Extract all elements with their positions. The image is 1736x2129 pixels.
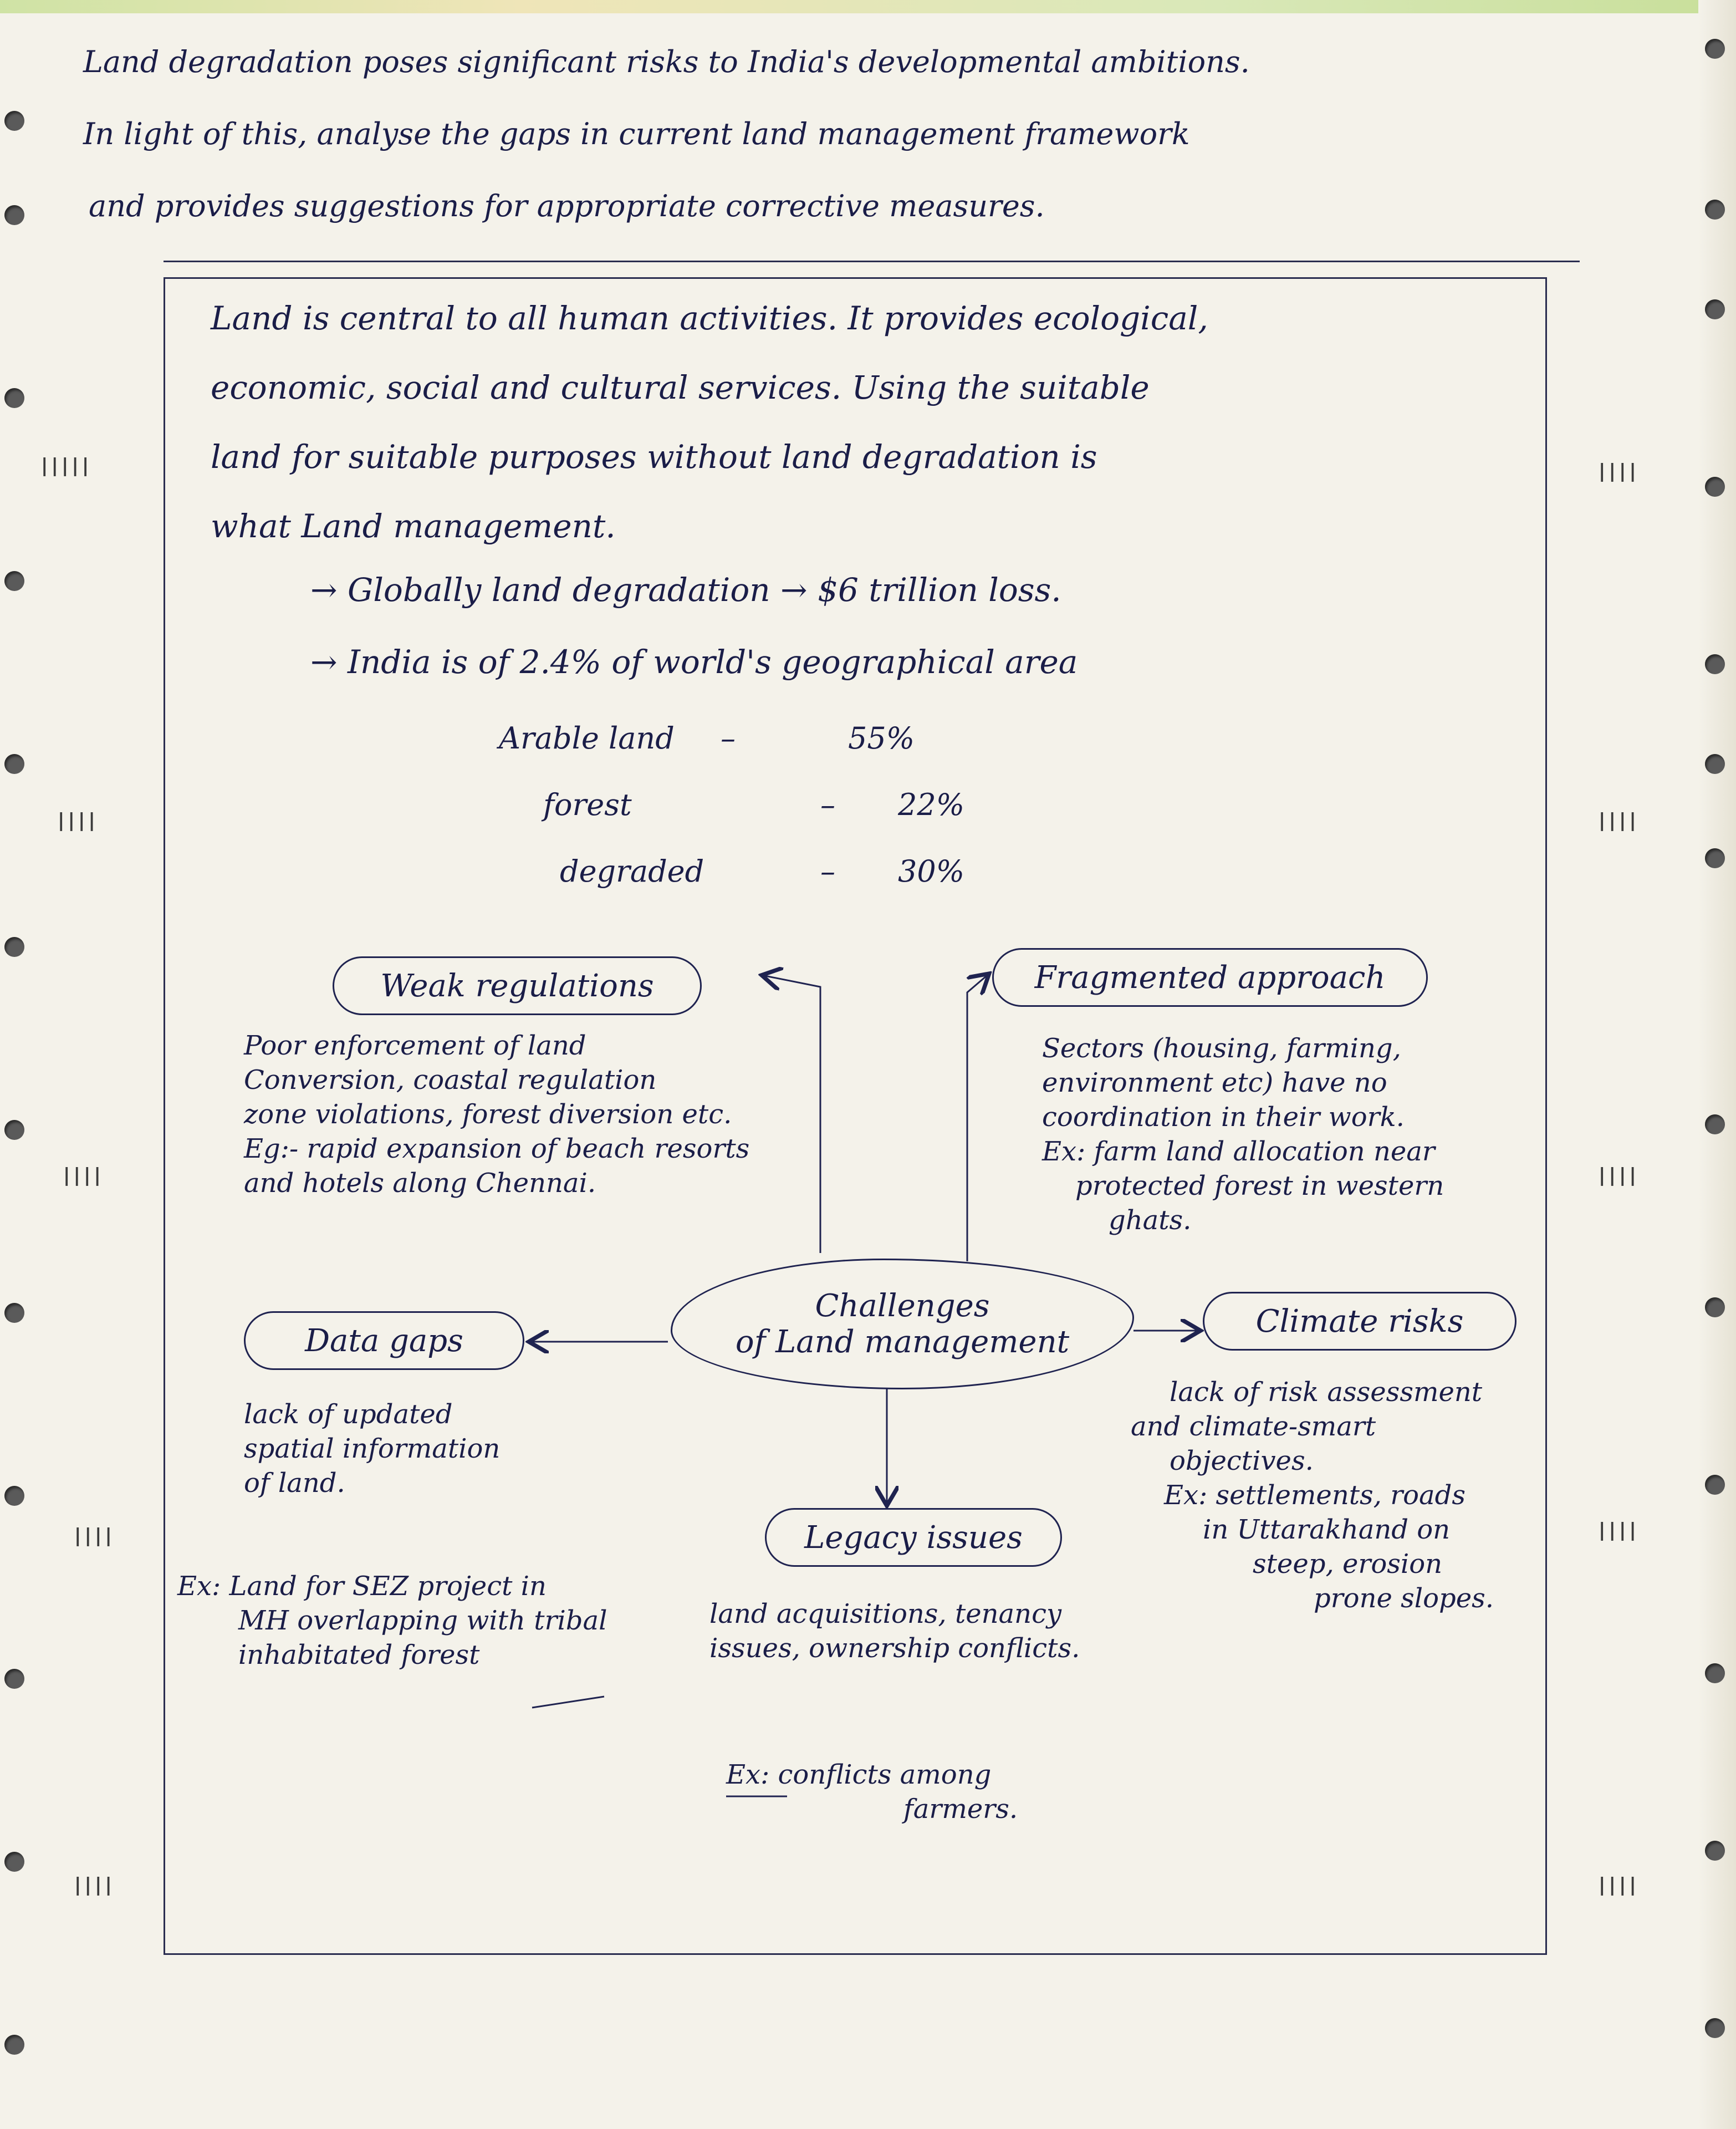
land-use-dash: – — [820, 854, 835, 889]
margin-mark: |||| — [1596, 1519, 1637, 1541]
land-use-value: 55% — [848, 721, 915, 756]
data-gaps-text — [244, 1397, 500, 1500]
weak-regulations-line: and hotels along Chennai. — [244, 1168, 596, 1199]
land-use-label: forest — [543, 787, 632, 822]
legacy-issues-text — [709, 1597, 1080, 1665]
climate-risks-line: lack of risk assessment — [1170, 1377, 1483, 1408]
weak-regulations-line: Poor enforcement of land — [244, 1030, 586, 1061]
legacy-issues-example — [726, 1758, 1018, 1826]
intro-line-3: land for suitable purposes without land degradation is — [211, 438, 1097, 476]
climate-risks-node: Climate risks — [1203, 1292, 1517, 1351]
data-gaps-example — [177, 1569, 607, 1672]
central-line-2: of Land management — [735, 1324, 1070, 1360]
climate-risks-line: steep, erosion — [1253, 1549, 1443, 1580]
data-gaps-example-line: MH overlapping with tribal — [238, 1605, 607, 1636]
land-use-label: Arable land — [499, 721, 675, 756]
legacy-issues-line: land acquisitions, tenancy — [709, 1598, 1062, 1629]
fragmented-approach-line: Sectors (housing, farming, — [1042, 1033, 1401, 1064]
fragmented-approach-line: Ex: farm land allocation near — [1042, 1136, 1435, 1167]
legacy-issues-example-line: farmers. — [903, 1794, 1018, 1825]
fact-global-loss: → Globally land degradation → $6 trillion loss. — [310, 571, 1061, 609]
weak-regulations-line: Eg:- rapid expansion of beach resorts — [244, 1133, 750, 1164]
land-use-value: 30% — [898, 854, 965, 889]
intro-line-2: economic, social and cultural services. Using the suitable — [211, 369, 1150, 406]
data-gaps-example-line: Ex: Land for SEZ project in — [177, 1571, 547, 1602]
question-line-3: and provides suggestions for appropriate corrective measures. — [89, 189, 1045, 223]
margin-mark: ||||| — [39, 455, 90, 477]
weak-regulations-text — [244, 1028, 749, 1200]
legacy-issues-line: issues, ownership conflicts. — [709, 1633, 1080, 1664]
margin-mark: |||| — [61, 1164, 102, 1186]
climate-risks-text — [1131, 1375, 1494, 1616]
margin-mark: |||| — [1596, 1164, 1637, 1186]
data-gaps-example-line: inhabitated forest — [238, 1639, 480, 1670]
weak-regulations-line: zone violations, forest diversion etc. — [244, 1099, 732, 1130]
fragmented-approach-line: coordination in their work. — [1042, 1102, 1405, 1133]
data-gaps-line: of land. — [244, 1468, 345, 1499]
margin-mark: |||| — [1596, 809, 1637, 832]
land-use-dash: – — [820, 787, 835, 822]
legacy-issues-example-line: Ex: conflicts among — [726, 1759, 992, 1790]
land-use-dash: – — [721, 721, 736, 756]
land-use-label: degraded — [560, 854, 704, 889]
intro-line-1: Land is central to all human activities. It provides ecological, — [211, 299, 1208, 337]
margin-mark: |||| — [1596, 460, 1637, 482]
question-line-2: In light of this, analyse the gaps in current land management framework — [83, 116, 1190, 151]
fragmented-approach-text — [1042, 1031, 1444, 1237]
data-gaps-line: spatial information — [244, 1433, 501, 1464]
connector-fragmented-approach — [967, 976, 987, 1261]
climate-risks-line: Ex: settlements, roads — [1164, 1480, 1466, 1511]
fragmented-approach-line: ghats. — [1109, 1205, 1192, 1236]
climate-risks-line: and climate-smart — [1131, 1411, 1376, 1442]
intro-line-4: what Land management. — [211, 507, 616, 545]
margin-mark: |||| — [55, 809, 96, 832]
central-line-1: Challenges — [815, 1288, 990, 1324]
question-line-1: Land degradation poses significant risks to India's developmental ambitions. — [83, 44, 1250, 79]
legacy-issues-node: Legacy issues — [765, 1508, 1062, 1567]
weak-regulations-node: Weak regulations — [333, 956, 702, 1015]
margin-mark: |||| — [1596, 1874, 1637, 1896]
margin-mark: |||| — [72, 1874, 113, 1896]
connector-weak-regulations — [765, 976, 820, 1253]
ex-underline — [532, 1697, 604, 1708]
margin-mark: |||| — [72, 1525, 113, 1547]
fragmented-approach-line: protected forest in western — [1075, 1170, 1444, 1201]
land-use-value: 22% — [898, 787, 965, 822]
climate-risks-line: in Uttarakhand on — [1203, 1514, 1451, 1545]
data-gaps-node: Data gaps — [244, 1311, 524, 1370]
climate-risks-line: prone slopes. — [1314, 1583, 1494, 1614]
climate-risks-line: objectives. — [1170, 1445, 1314, 1476]
fact-india-area: → India is of 2.4% of world's geographical area — [310, 643, 1078, 681]
data-gaps-line: lack of updated — [244, 1399, 453, 1430]
weak-regulations-line: Conversion, coastal regulation — [244, 1064, 657, 1096]
fragmented-approach-node: Fragmented approach — [992, 948, 1428, 1007]
fragmented-approach-line: environment etc) have no — [1042, 1067, 1387, 1098]
